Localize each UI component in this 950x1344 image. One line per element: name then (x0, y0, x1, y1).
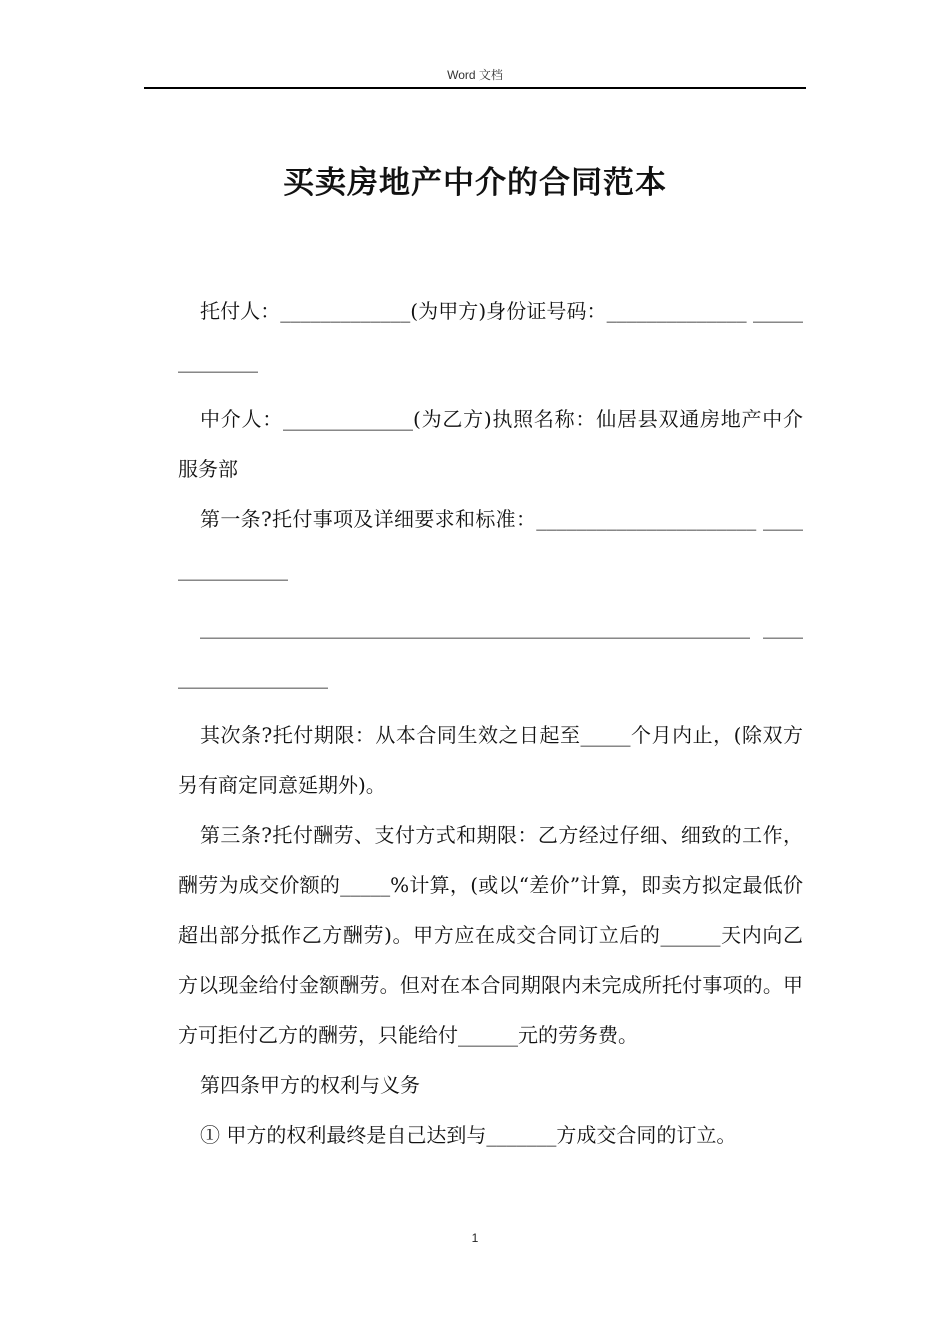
document-body (178, 286, 803, 1160)
paragraph-agent: 中介人：_____________(为乙方)执照名称：仙居县双通房地产中介服务部 (178, 407, 803, 481)
paragraph-article-2: 其次条?托付期限：从本合同生效之日起至_____个月内止，(除双方另有商定同意延期外)。 (178, 723, 803, 797)
paragraph-article-4-heading: 第四条甲方的权利与义务 (200, 1073, 420, 1097)
paragraph-article-3: 第三条?托付酬劳、支付方式和期限：乙方经过仔细、细致的工作，酬劳为成交价额的_____%计算，(或以“差价”计算，即卖方拟定最低价超出部分抵作乙方酬劳)。甲方应在成交合同订立后的______天内向乙方以现金给付金额酬劳。但对在本合同期限内未完成所托付事项的。甲方可拒付乙方的酬劳，只能给付______元的劳务费。 (178, 823, 803, 1047)
header-divider (144, 87, 806, 89)
paragraph-blank-line: _______________________________________________________ ___________________ (178, 615, 803, 689)
document-title: 买卖房地产中介的合同范本 (283, 165, 667, 201)
page-header: Word 文档 (447, 68, 503, 82)
paragraph-article-1: 第一条?托付事项及详细要求和标准：______________________ _______________ (178, 507, 803, 581)
paragraph-client: 托付人：_____________(为甲方)身份证号码：______________ _____________ (178, 299, 803, 373)
page-number: 1 (471, 1231, 479, 1245)
paragraph-article-4-item-1: ① 甲方的权利最终是自己达到与_______方成交合同的订立。 (200, 1123, 737, 1147)
